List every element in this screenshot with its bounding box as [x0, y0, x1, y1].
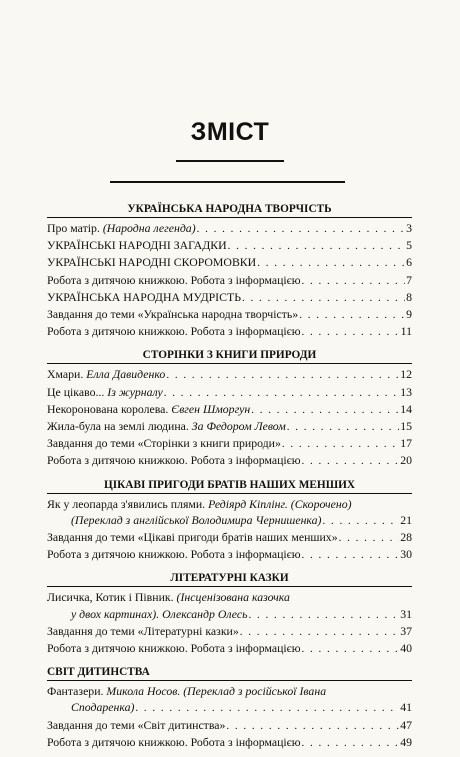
section-heading: СВІТ ДИТИНСТВА	[47, 663, 412, 681]
dot-leader	[166, 367, 399, 383]
toc-entry-line	[47, 496, 412, 512]
entry-title: УКРАЇНСЬКІ НАРОДНІ СКОРОМОВКИ	[47, 255, 257, 270]
dot-leader	[302, 453, 400, 469]
entry-title: Завдання до теми «Літературні казки»	[47, 623, 239, 638]
toc-entry[interactable]	[47, 237, 412, 254]
toc-entry[interactable]	[47, 220, 412, 237]
page-number: 20	[400, 453, 412, 468]
dot-leader	[302, 324, 400, 340]
entry-title: Робота з дитячою книжкою. Робота з інформацією	[47, 453, 301, 468]
dot-leader	[248, 607, 399, 623]
page-number: 5	[406, 238, 412, 253]
toc-entry[interactable]	[47, 683, 412, 716]
entry-title: Робота з дитячою книжкою. Робота з інформацією	[47, 272, 301, 287]
entry-author: у двох картинах). Олександр Олесь	[71, 606, 248, 621]
entry-author: (Переклад з англійської Володимира Чернишенка)	[71, 512, 322, 527]
page-number: 28	[400, 530, 412, 545]
dot-leader	[302, 273, 406, 289]
toc-entry[interactable]	[47, 435, 412, 452]
entry-author: За Федором Левом	[191, 419, 286, 434]
toc-entry-line	[47, 220, 412, 237]
page-number: 7	[406, 272, 412, 287]
entry-title	[71, 699, 134, 715]
dot-leader	[282, 436, 399, 452]
dot-leader	[302, 735, 400, 751]
toc-entry[interactable]	[47, 401, 412, 418]
entry-title: Лисичка, Котик і Півник. (Інсценізована казочка	[47, 590, 290, 605]
toc-entry-line	[47, 323, 412, 340]
entry-title: Жила-була на землі людина. За Федором Левом	[47, 419, 286, 434]
toc-section	[47, 663, 412, 751]
dot-leader	[257, 255, 405, 271]
section-heading: УКРАЇНСЬКА НАРОДНА ТВОРЧІСТЬ	[47, 200, 412, 218]
toc-entry[interactable]	[47, 734, 412, 751]
toc-section	[47, 200, 412, 340]
dot-leader	[226, 718, 399, 734]
toc-entry[interactable]	[47, 546, 412, 563]
toc-entry-line	[47, 237, 412, 254]
toc-entry[interactable]	[47, 717, 412, 734]
toc-entry-line	[47, 254, 412, 271]
page-number: 8	[406, 289, 412, 304]
toc-entry[interactable]	[47, 640, 412, 657]
entry-title	[71, 606, 247, 622]
page-number: 3	[406, 221, 412, 235]
entry-title: Хмари. Елла Давиденко	[47, 367, 166, 382]
toc-entry-line	[47, 306, 412, 323]
dot-leader	[242, 290, 405, 306]
page-number: 6	[406, 255, 412, 270]
section-heading: ЛІТЕРАТУРНІ КАЗКИ	[47, 569, 412, 587]
toc-entry[interactable]	[47, 529, 412, 546]
toc-entry[interactable]	[47, 323, 412, 340]
page-number: 37	[400, 623, 412, 638]
toc-section	[47, 569, 412, 657]
entry-title: Робота з дитячою книжкою. Робота з інформацією	[47, 324, 301, 339]
dot-leader	[299, 307, 405, 323]
dot-leader	[228, 238, 405, 254]
toc-entry[interactable]	[47, 272, 412, 289]
toc-entry-line	[47, 452, 412, 469]
entry-author: Редіярд Кіплінг. (Скорочено)	[208, 496, 352, 511]
toc-entry-line	[47, 289, 412, 306]
entry-title: Фантазери. Микола Носов. (Переклад з російської Івана	[47, 684, 327, 699]
entry-title: Робота з дитячою книжкою. Робота з інформацією	[47, 734, 301, 749]
toc-entry-line	[47, 546, 412, 563]
dot-leader	[302, 641, 400, 657]
page-number: 47	[400, 717, 412, 732]
page-number: 11	[400, 324, 412, 339]
toc-entry[interactable]	[47, 254, 412, 271]
page-number: 17	[400, 436, 412, 451]
toc-entry-line	[47, 435, 412, 452]
toc-section	[47, 476, 412, 564]
toc-entry-line	[47, 418, 412, 435]
dot-leader	[339, 530, 400, 546]
table-of-contents	[47, 200, 412, 757]
page-number: 41	[400, 700, 412, 715]
entry-author: Євген Шморгун	[171, 401, 251, 416]
toc-entry[interactable]	[47, 289, 412, 306]
dot-leader	[287, 419, 399, 435]
entry-title: Некоронована королева. Євген Шморгун	[47, 401, 251, 416]
entry-title: Про матір. (Народна легенда)	[47, 221, 196, 235]
page-number: 31	[400, 606, 412, 621]
page-title: ЗМІСТ	[190, 118, 270, 146]
title-rule-long	[110, 181, 345, 183]
entry-title: Завдання до теми «Цікаві пригоди братів наших менших»	[47, 530, 338, 545]
page-number: 15	[400, 419, 412, 434]
entry-title: Робота з дитячою книжкою. Робота з інформацією	[47, 547, 301, 562]
page-number: 21	[400, 512, 412, 527]
entry-author: (Інсценізована казочка	[176, 590, 290, 605]
toc-entry[interactable]	[47, 418, 412, 435]
entry-author: (Народна легенда)	[102, 221, 196, 235]
section-heading: ЦІКАВІ ПРИГОДИ БРАТІВ НАШИХ МЕНШИХ	[47, 476, 412, 494]
toc-entry-line	[47, 640, 412, 657]
section-heading: СТОРІНКИ З КНИГИ ПРИРОДИ	[47, 346, 412, 364]
entry-title: УКРАЇНСЬКІ НАРОДНІ ЗАГАДКИ	[47, 238, 227, 253]
toc-entry[interactable]	[47, 496, 412, 529]
toc-entry[interactable]	[47, 384, 412, 401]
page-number: 13	[400, 384, 412, 399]
dot-leader	[322, 513, 399, 529]
toc-entry-line	[47, 272, 412, 289]
toc-entry-line	[47, 384, 412, 401]
title-rule-short	[176, 160, 284, 162]
toc-entry-line	[47, 699, 412, 716]
entry-title	[71, 512, 321, 528]
toc-section	[47, 346, 412, 469]
toc-entry-line	[47, 366, 412, 383]
toc-entry-line	[47, 589, 412, 605]
entry-title: Як у леопарда з'явились плями. Редіярд Кіплінг. (Скорочено)	[47, 496, 352, 511]
entry-title: Робота з дитячою книжкою. Робота з інформацією	[47, 641, 301, 656]
toc-entry-line	[47, 623, 412, 640]
toc-entry-line	[47, 606, 412, 623]
entry-title: Це цікаво... Із журналу	[47, 384, 163, 399]
toc-entry-line	[47, 717, 412, 734]
toc-entry[interactable]	[47, 366, 412, 383]
page-number: 49	[400, 734, 412, 749]
entry-title: Завдання до теми «Сторінки з книги природи»	[47, 436, 281, 451]
dot-leader	[240, 624, 399, 640]
toc-entry-line	[47, 401, 412, 418]
page-number: 9	[406, 307, 412, 322]
entry-author: Сподаренка)	[71, 700, 135, 715]
entry-author: Микола Носов. (Переклад з російської Івана	[106, 684, 327, 699]
toc-entry-line	[47, 683, 412, 699]
entry-author: Із журналу	[107, 384, 163, 399]
page-number: 30	[400, 547, 412, 562]
entry-title: Завдання до теми «Світ дитинства»	[47, 717, 226, 732]
dot-leader	[302, 547, 400, 563]
toc-entry[interactable]	[47, 452, 412, 469]
page-number: 40	[400, 641, 412, 656]
page-number: 14	[400, 401, 412, 416]
dot-leader	[251, 402, 399, 418]
toc-entry-line	[47, 512, 412, 529]
toc-entry[interactable]	[47, 623, 412, 640]
entry-title: УКРАЇНСЬКА НАРОДНА МУДРІСТЬ	[47, 289, 241, 304]
dot-leader	[135, 700, 399, 716]
dot-leader	[164, 385, 400, 401]
entry-author: Елла Давиденко	[86, 367, 166, 382]
entry-title: Завдання до теми «Українська народна творчість»	[47, 307, 299, 322]
dot-leader	[197, 221, 405, 237]
toc-entry-line	[47, 529, 412, 546]
toc-entry[interactable]	[47, 589, 412, 622]
toc-entry-line	[47, 734, 412, 751]
page-number: 12	[400, 367, 412, 382]
toc-entry[interactable]	[47, 306, 412, 323]
